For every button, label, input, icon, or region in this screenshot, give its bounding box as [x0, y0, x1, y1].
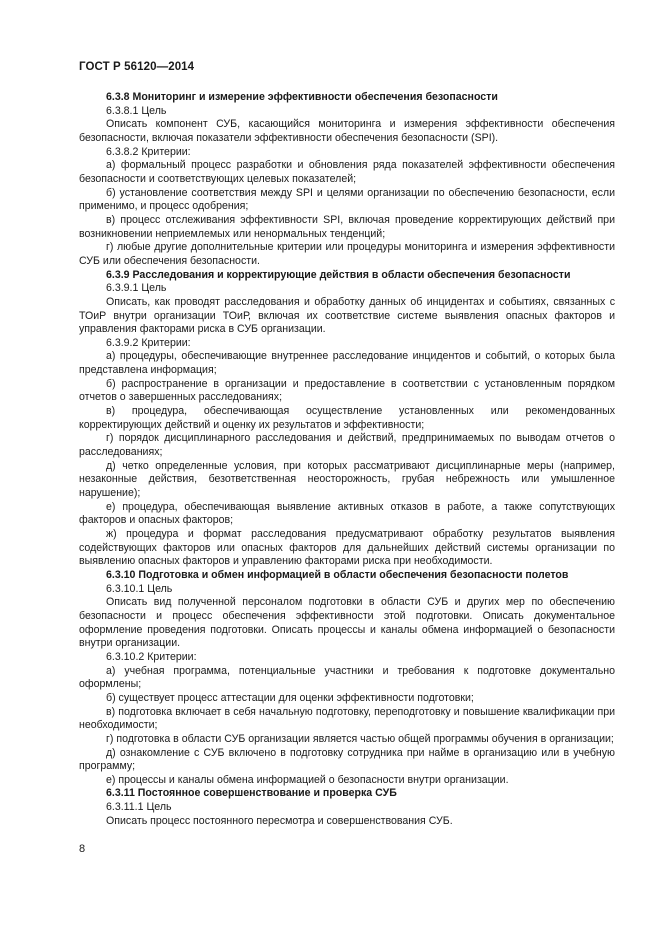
paragraph: а) формальный процесс разработки и обновления ряда показателей эффективности обеспечения безопасности и соответствующих целевых показателей; [79, 159, 615, 185]
paragraph: д) четко определенные условия, при которых рассматривают дисциплинарные меры (например, незаконные действия, безответственная неосторожность, грубая небрежность или умышленное нарушение); [79, 459, 615, 500]
page-number: 8 [79, 843, 86, 855]
paragraph: Описать компонент СУБ, касающийся мониторинга и измерения эффективности обеспечения безопасности, включая показатели эффективности обеспечения безопасности (SPI). [79, 118, 615, 144]
section-heading: 6.3.9 Расследования и корректирующие действия в области обеспечения безопасности [106, 268, 571, 281]
paragraph: б) распространение в организации и предоставление в соответствии с установленным порядком отчетов о завершенных расследованиях; [79, 377, 615, 404]
paragraph: а) процедуры, обеспечивающие внутреннее расследование инцидентов и событий, о которых была представлена информация; [79, 350, 615, 377]
section-heading: 6.3.8 Мониторинг и измерение эффективности обеспечения безопасности [106, 91, 498, 103]
paragraph: г) подготовка в области СУБ организации является частью общей программы обучения в организации; [106, 732, 614, 745]
paragraph: е) процедура, обеспечивающая выявление активных отказов в работе, а также сопутствующих факторов и опасных факторов; [79, 500, 615, 527]
paragraph: 6.3.9.2 Критерии: [106, 336, 191, 349]
paragraph: в) процесс отслеживания эффективности SPI, включая проведение корректирующих действий при возникновении неприемлемых или ненормальных тенденций; [79, 213, 615, 240]
paragraph: г) порядок дисциплинарного расследования и действий, предпринимаемых по выводам отчетов о расследованиях; [79, 432, 615, 459]
section-heading: 6.3.10 Подготовка и обмен информацией в области обеспечения безопасности полетов [106, 568, 569, 581]
paragraph: а) учебная программа, потенциальные участники и требования к подготовке документально оформлены; [79, 664, 615, 691]
paragraph: ж) процедура и формат расследования предусматривают обработку результатов выявления содействующих факторов или опасных факторов для дальнейших действий системы организации по выявлению опасных факторов и управлению факторами риска при необходимости. [79, 528, 615, 568]
paragraph: Описать процесс постоянного пересмотра и совершенствования СУБ. [106, 814, 453, 827]
paragraph: в) процедура, обеспечивающая осуществление установленных или рекомендованных корректирующих действий и оценку их результатов и эффективности; [79, 405, 615, 431]
paragraph: б) существует процесс аттестации для оценки эффективности подготовки; [106, 691, 474, 704]
paragraph: 6.3.10.2 Критерии: [106, 650, 197, 663]
paragraph: 6.3.9.1 Цель [106, 282, 167, 295]
document-header: ГОСТ Р 56120—2014 [79, 61, 195, 73]
paragraph: Описать вид полученной персоналом подготовки в области СУБ и других мер по обеспечению безопасности и процесс обеспечения эффективности этой подготовки. Описать документальное оформление проведения подготовки. Описать процессы и каналы обмена информацией о безопасности внутри организации. [79, 596, 615, 650]
paragraph: 6.3.11.1 Цель [106, 801, 172, 814]
paragraph: 6.3.8.2 Критерии: [106, 145, 191, 158]
paragraph: б) установление соответствия между SPI и целями организации по обеспечению безопасности, если применимо, и процесс одобрения; [79, 186, 615, 213]
paragraph: в) подготовка включает в себя начальную подготовку, переподготовку и повышение квалификации при необходимости; [79, 705, 615, 732]
paragraph: 6.3.10.1 Цель [106, 582, 173, 595]
paragraph: г) любые другие дополнительные критерии или процедуры мониторинга и измерения эффективности СУБ или обеспечения безопасности. [79, 241, 615, 267]
paragraph: Описать, как проводят расследования и обработку данных об инцидентах и событиях, связанных с ТОиР внутри организации ТОиР, включая их соответствие системе выявления опасных факторов и управления факторами риска в СУБ организации. [79, 295, 615, 336]
document-body [79, 91, 615, 828]
paragraph: е) процессы и каналы обмена информацией о безопасности внутри организации. [106, 773, 509, 786]
paragraph: 6.3.8.1 Цель [106, 104, 167, 117]
paragraph: д) ознакомление с СУБ включено в подготовку сотрудника при найме в организацию или в учебную программу; [79, 746, 615, 773]
section-heading: 6.3.11 Постоянное совершенствование и проверка СУБ [106, 787, 397, 800]
